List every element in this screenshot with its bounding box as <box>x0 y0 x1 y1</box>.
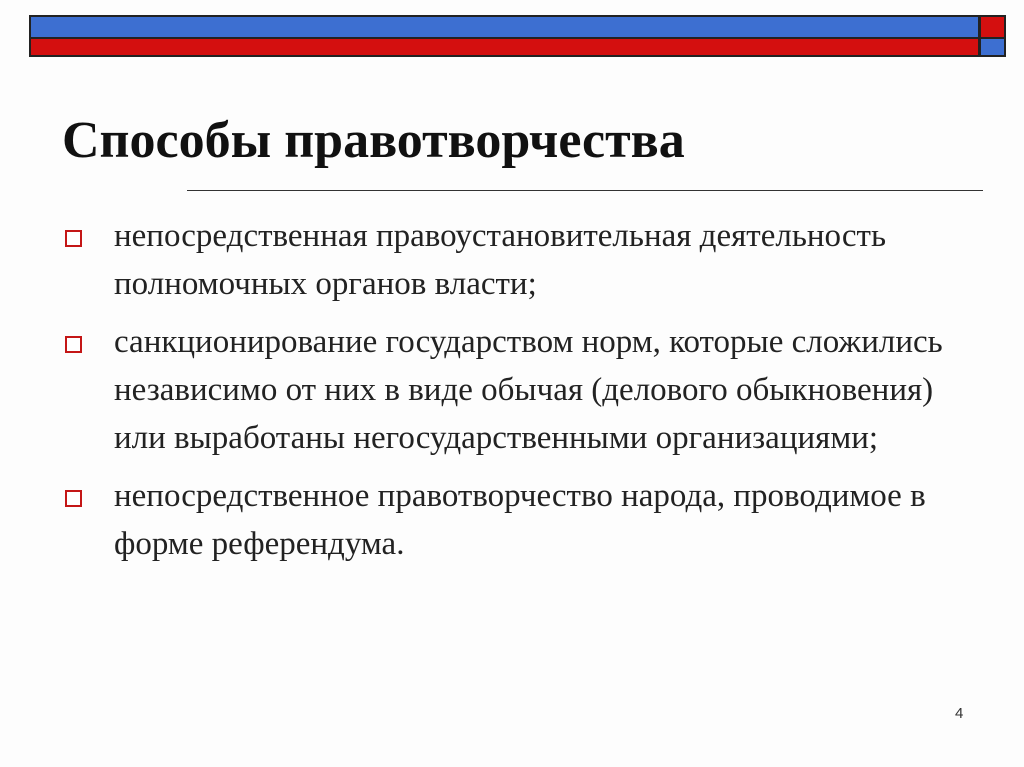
title-divider <box>187 190 983 191</box>
top-blue-bar <box>29 15 980 39</box>
top-red-bar <box>29 38 980 57</box>
bullet-item <box>62 212 962 308</box>
bullet-item <box>62 318 962 462</box>
page-number: 4 <box>955 705 964 722</box>
bullet-text: санкционирование государством норм, которые сложились независимо от них в виде обычая (делового обыкновения) или выработаны негосударственными организациями; <box>114 324 943 456</box>
hollow-square-bullet-icon <box>65 230 82 247</box>
corner-blue-square <box>979 38 1006 57</box>
slide-title: Способы правотворчества <box>62 112 685 169</box>
bullet-list <box>62 212 962 578</box>
bullet-text: непосредственная правоустановительная деятельность полномочных органов власти; <box>114 218 886 302</box>
bullet-text: непосредственное правотворчество народа, проводимое в форме референдума. <box>114 478 926 562</box>
hollow-square-bullet-icon <box>65 336 82 353</box>
bullet-item <box>62 472 962 568</box>
corner-red-square <box>979 15 1006 39</box>
hollow-square-bullet-icon <box>65 490 82 507</box>
